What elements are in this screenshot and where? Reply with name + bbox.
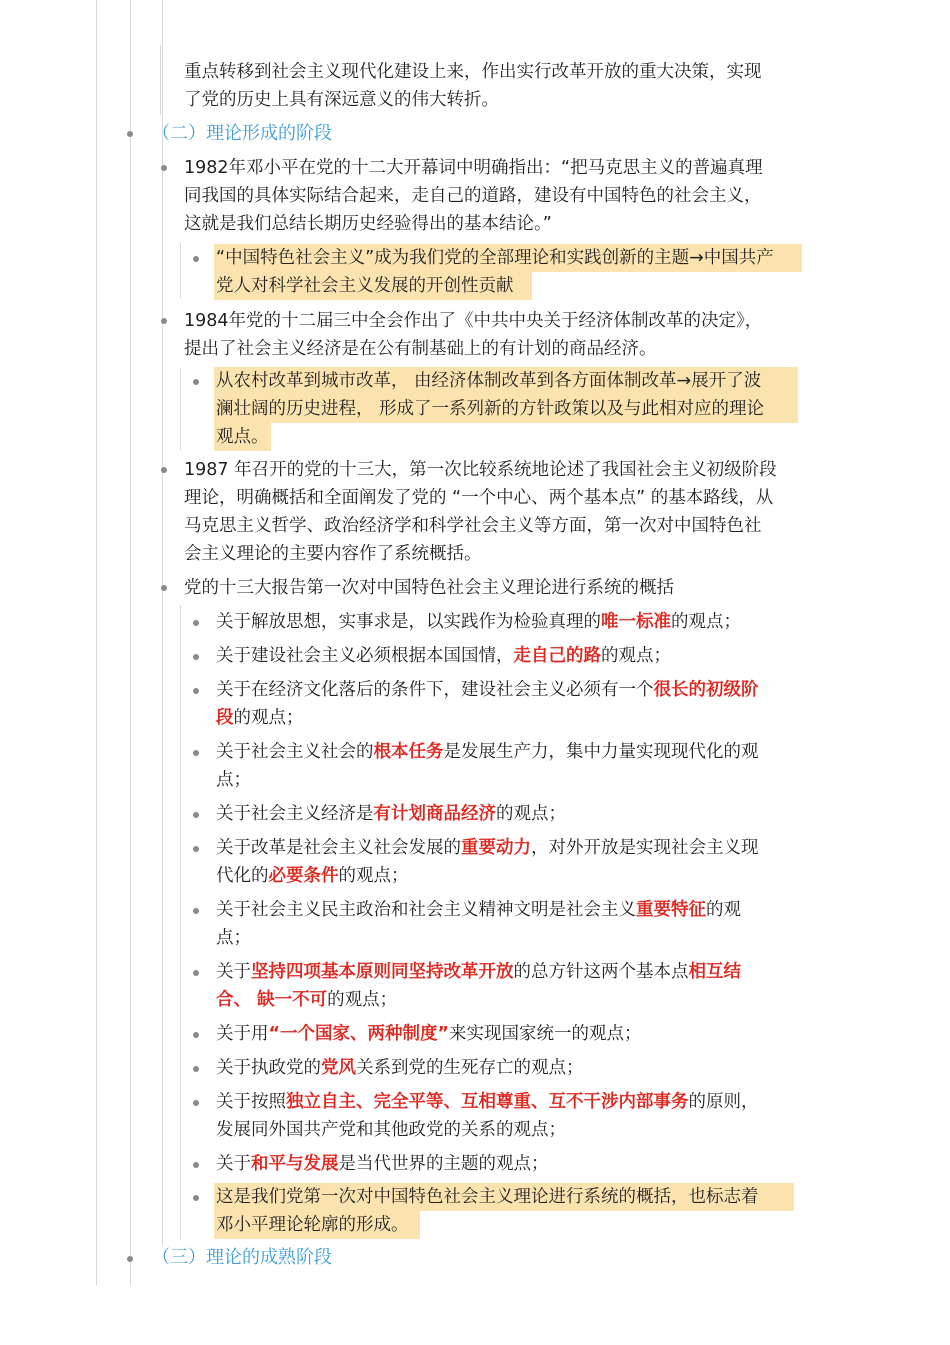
highlighted-line: “中国特色社会主义”成为我们党的全部理论和实践创新的主题→中国共产: [216, 248, 774, 268]
paragraph-line: 1987 年召开的党的十三大，第一次比较系统地论述了我国社会主义初级阶段: [184, 460, 777, 480]
bullet: [161, 318, 167, 324]
emphasis: 重要特征: [636, 900, 706, 920]
point-line: 合、 缺一不可的观点；: [216, 990, 398, 1010]
continuation-line: 重点转移到社会主义现代化建设上来，作出实行改革开放的重大决策，实现: [184, 62, 762, 82]
point-line: 关于社会主义经济是有计划商品经济的观点；: [216, 804, 566, 824]
bullet: [193, 1100, 199, 1106]
emphasis: 段: [216, 708, 234, 728]
emphasis: 很长的初级阶: [653, 680, 759, 700]
point-line: 关于改革是社会主义社会发展的重要动力，对外开放是实现社会主义现: [216, 838, 759, 858]
bullet: [161, 165, 167, 171]
section-heading[interactable]: （三）理论的成熟阶段: [152, 1247, 332, 1268]
point-line: 关于社会主义民主政治和社会主义精神文明是社会主义重要特征的观: [216, 900, 741, 920]
paragraph-line: 理论，明确概括和全面阐发了党的 “一个中心、两个基本点” 的基本路线，从: [184, 488, 774, 508]
emphasis: 和平与发展: [251, 1154, 339, 1174]
emphasis: 独立自主、完全平等、互相尊重、互不干涉内部事务: [286, 1092, 689, 1112]
bullet: [193, 256, 199, 262]
bullet: [161, 467, 167, 473]
outline-guide-l3: [180, 368, 181, 450]
outline-guide-l2: [162, 0, 163, 1245]
bullet: [193, 620, 199, 626]
bullet: [193, 1162, 199, 1168]
bullet: [193, 1032, 199, 1038]
continuation-line: 了党的历史上具有深远意义的伟大转折。: [184, 90, 499, 110]
emphasis: “一个国家、两种制度”: [268, 1024, 450, 1044]
paragraph-line: 1984年党的十二届三中全会作出了《中共中央关于经济体制改革的决定》，: [184, 311, 763, 331]
paragraph-line: 党的十三大报告第一次对中国特色社会主义理论进行系统的概括: [184, 578, 674, 598]
bullet: [193, 1066, 199, 1072]
point-line: 关于解放思想，实事求是，以实践作为检验真理的唯一标准的观点；: [216, 612, 741, 632]
emphasis: 必要条件: [268, 866, 339, 886]
emphasis: 根本任务: [373, 742, 444, 762]
highlighted-line: 观点。: [216, 427, 269, 447]
highlighted-line: 澜壮阔的历史进程， 形成了一系列新的方针政策以及与此相对应的理论: [216, 399, 765, 419]
bullet: [193, 1195, 199, 1201]
bullet: [127, 131, 133, 137]
point-line: 代化的必要条件的观点；: [216, 866, 409, 886]
emphasis: 走自己的路: [513, 646, 601, 666]
highlighted-line: 从农村改革到城市改革， 由经济体制改革到各方面体制改革→展开了波: [216, 371, 762, 391]
point-line: 关于在经济文化落后的条件下，建设社会主义必须有一个很长的初级阶: [216, 680, 759, 700]
highlighted-line: 党人对科学社会主义发展的开创性贡献: [216, 276, 514, 296]
bullet: [193, 970, 199, 976]
point-line: 关于和平与发展是当代世界的主题的观点；: [216, 1154, 549, 1174]
emphasis: 党风: [321, 1058, 356, 1078]
point-line: 段的观点；: [216, 708, 304, 728]
paragraph-line: 会主义理论的主要内容作了系统概括。: [184, 544, 482, 564]
point-line: 点；: [216, 770, 251, 790]
point-line: 关于按照独立自主、完全平等、互相尊重、互不干涉内部事务的原则，: [216, 1092, 759, 1112]
paragraph-line: 这就是我们总结长期历史经验得出的基本结论。”: [184, 214, 552, 234]
emphasis: 有计划商品经济: [373, 804, 496, 824]
point-line: 关于坚持四项基本原则同坚持改革开放的总方针这两个基本点相互结: [216, 962, 741, 982]
emphasis: 相互结: [688, 962, 741, 982]
emphasis: 合、 缺一不可: [216, 990, 328, 1010]
paragraph-line: 马克思主义哲学、政治经济学和科学社会主义等方面，第一次对中国特色社: [184, 516, 762, 536]
paragraph-line: 同我国的具体实际结合起来，走自己的道路，建设有中国特色的社会主义，: [184, 186, 762, 206]
bullet: [193, 908, 199, 914]
outline-guide-l3: [180, 605, 181, 1240]
paragraph-line: 提出了社会主义经济是在公有制基础上的有计划的商品经济。: [184, 339, 657, 359]
outline-guide-l0: [96, 0, 97, 1285]
bullet: [193, 654, 199, 660]
point-line: 发展同外国共产党和其他政党的关系的观点；: [216, 1120, 566, 1140]
point-line: 关于社会主义社会的根本任务是发展生产力，集中力量实现现代化的观: [216, 742, 759, 762]
point-line: 点；: [216, 928, 251, 948]
bullet: [193, 750, 199, 756]
bullet: [161, 585, 167, 591]
bullet: [127, 1256, 133, 1262]
highlighted-line: 这是我们党第一次对中国特色社会主义理论进行系统的概括，也标志着: [216, 1187, 759, 1207]
bullet: [193, 379, 199, 385]
outline-guide-l1: [130, 0, 131, 1285]
section-heading[interactable]: （二）理论形成的阶段: [152, 123, 332, 144]
highlighted-line: 邓小平理论轮廓的形成。: [216, 1215, 409, 1235]
outline-guide-l3: [180, 243, 181, 298]
emphasis: 唯一标准: [601, 612, 671, 632]
paragraph-line: 1982年邓小平在党的十二大开幕词中明确指出：“把马克思主义的普遍真理: [184, 158, 763, 178]
bullet: [193, 812, 199, 818]
emphasis: 坚持四项基本原则同坚持改革开放: [251, 962, 514, 982]
outline-guide-l3a: [160, 45, 161, 115]
point-line: 关于执政党的党风关系到党的生死存亡的观点；: [216, 1058, 584, 1078]
emphasis: 重要动力: [461, 838, 531, 858]
point-line: 关于用“一个国家、两种制度”来实现国家统一的观点；: [216, 1024, 642, 1044]
point-line: 关于建设社会主义必须根据本国国情，走自己的路的观点；: [216, 646, 671, 666]
bullet: [193, 846, 199, 852]
bullet: [193, 688, 199, 694]
